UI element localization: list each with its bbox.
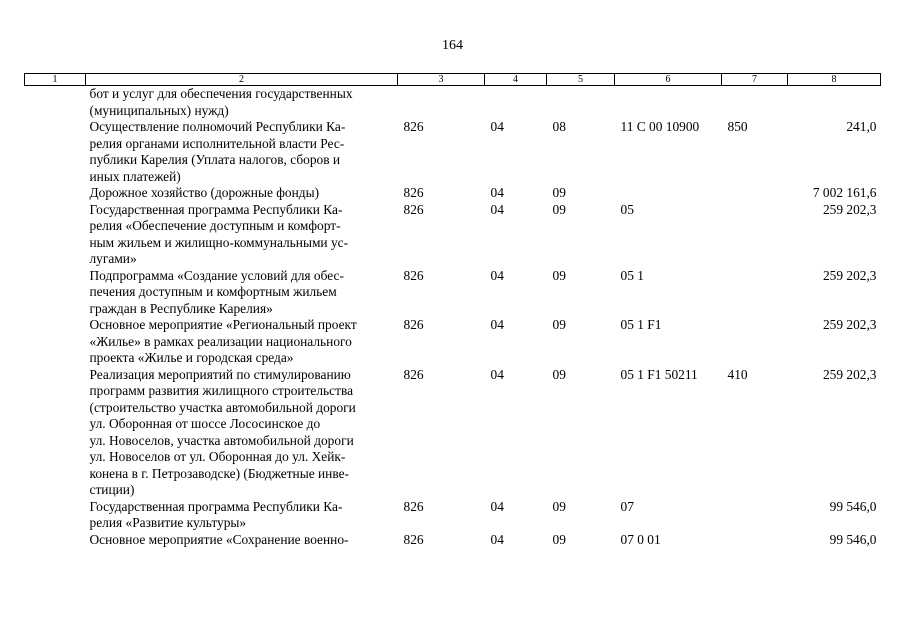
header-row	[25, 74, 881, 86]
amount-cell: 99 546,0	[829, 531, 877, 547]
row-number-cell	[25, 119, 86, 185]
row-number-cell	[25, 367, 86, 499]
subsection-code-cell: 09	[552, 366, 566, 382]
section-code-cell: 04	[490, 317, 504, 332]
item-name-cell: Подпрограмма «Создание условий для обес- печения доступным и комфортным жильем граждан в Республике Карелия»	[89, 267, 344, 316]
page-number: 164	[442, 38, 463, 53]
item-name-cell: Государственная программа Республики Ка- релия «Обеспечение доступным и комфорт- ным жильем и жилищно-коммунальными ус- лугами»	[89, 201, 349, 266]
amount-cell: 259 202,3	[822, 366, 877, 382]
row-number-cell	[25, 499, 86, 532]
table-row	[25, 317, 881, 367]
expense-type-cell: 410	[727, 366, 748, 382]
amount-cell: 259 202,3	[822, 317, 877, 332]
expense-type-cell	[722, 268, 788, 318]
expense-type-cell	[722, 499, 788, 532]
item-name-cell: Осуществление полномочий Республики Ка- релия органами исполнительной власти Рес- публики Карелия (Уплата налогов, сборов и иных платежей)	[89, 119, 346, 184]
target-article-cell	[615, 86, 722, 120]
subsection-code-cell: 09	[552, 267, 566, 283]
ministry-code-cell: 826	[403, 185, 424, 200]
amount-cell: 259 202,3	[822, 267, 877, 283]
column-header-4: 4	[485, 74, 547, 86]
target-article-cell: 07 0 01	[620, 531, 661, 547]
table-row	[25, 532, 881, 549]
ministry-code-cell	[398, 86, 485, 120]
section-code-cell: 04	[490, 267, 504, 283]
table-row	[25, 185, 881, 202]
ministry-code-cell: 826	[403, 531, 424, 547]
row-number-cell	[25, 202, 86, 268]
subsection-code-cell: 09	[552, 498, 566, 514]
section-code-cell: 04	[490, 498, 504, 514]
section-code-cell: 04	[490, 185, 504, 200]
target-article-cell: 05 1 F1 50211	[620, 366, 698, 382]
target-article-cell: 11 С 00 10900	[620, 119, 700, 134]
subsection-code-cell: 09	[552, 201, 566, 217]
item-name-cell: Основное мероприятие «Сохранение военно-	[89, 531, 349, 547]
column-header-8: 8	[788, 74, 881, 86]
column-header-2: 2	[86, 74, 398, 86]
section-code-cell: 04	[490, 119, 504, 134]
row-number-cell	[25, 317, 86, 367]
amount-cell: 241,0	[846, 119, 877, 134]
expense-type-cell	[722, 317, 788, 367]
target-article-cell: 05	[620, 201, 634, 217]
row-number-cell	[25, 185, 86, 202]
expense-type-cell	[722, 86, 788, 120]
ministry-code-cell: 826	[403, 317, 424, 332]
expense-type-cell	[722, 185, 788, 202]
section-code-cell	[485, 86, 547, 120]
item-name-cell: Дорожное хозяйство (дорожные фонды)	[89, 185, 320, 200]
table-row	[25, 499, 881, 532]
target-article-cell	[615, 185, 722, 202]
column-header-7: 7	[722, 74, 788, 86]
amount-cell: 7 002 161,6	[812, 185, 877, 200]
ministry-code-cell: 826	[403, 366, 424, 382]
budget-table	[24, 73, 881, 548]
item-name-cell: бот и услуг для обеспечения государственных (муниципальных) нужд)	[89, 86, 353, 118]
target-article-cell: 07	[620, 498, 634, 514]
row-number-cell	[25, 86, 86, 120]
row-number-cell	[25, 532, 86, 549]
row-number-cell	[25, 268, 86, 318]
subsection-code-cell: 09	[552, 185, 566, 200]
item-name-cell: Основное мероприятие «Региональный проект «Жилье» в рамках реализации национального проекта «Жилье и городская среда»	[89, 317, 357, 365]
table-row	[25, 202, 881, 268]
ministry-code-cell: 826	[403, 119, 424, 134]
section-code-cell: 04	[490, 201, 504, 217]
ministry-code-cell: 826	[403, 498, 424, 514]
section-code-cell: 04	[490, 531, 504, 547]
expense-type-cell	[722, 532, 788, 549]
table-row	[25, 119, 881, 185]
subsection-code-cell	[547, 86, 615, 120]
amount-cell: 99 546,0	[829, 498, 877, 514]
table-row	[25, 367, 881, 499]
amount-cell	[788, 86, 881, 120]
table-header	[25, 74, 881, 86]
item-name-cell: Реализация мероприятий по стимулированию программ развития жилищного строительства (строительство участка автомобильной дороги ул. Оборонная от шоссе Лососинское до ул. Новоселов, участка автомобильной дороги ул. Новоселов от ул. Оборонная до ул. Хейк- конена в г. Петрозаводске) (Бюджетные инве- стиции)	[89, 366, 356, 497]
subsection-code-cell: 09	[552, 531, 566, 547]
expense-type-cell	[722, 202, 788, 268]
column-header-6: 6	[615, 74, 722, 86]
ministry-code-cell: 826	[403, 267, 424, 283]
column-header-3: 3	[398, 74, 485, 86]
expense-type-cell: 850	[727, 119, 748, 134]
item-name-cell: Государственная программа Республики Ка- релия «Развитие культуры»	[89, 498, 343, 530]
table-row	[25, 86, 881, 120]
subsection-code-cell: 09	[552, 317, 566, 332]
column-header-1: 1	[25, 74, 86, 86]
section-code-cell: 04	[490, 366, 504, 382]
column-header-5: 5	[547, 74, 615, 86]
amount-cell: 259 202,3	[822, 201, 877, 217]
table-body	[25, 86, 881, 549]
target-article-cell: 05 1 F1	[620, 317, 662, 332]
table-row	[25, 268, 881, 318]
target-article-cell: 05 1	[620, 267, 644, 283]
subsection-code-cell: 08	[552, 119, 566, 134]
ministry-code-cell: 826	[403, 201, 424, 217]
